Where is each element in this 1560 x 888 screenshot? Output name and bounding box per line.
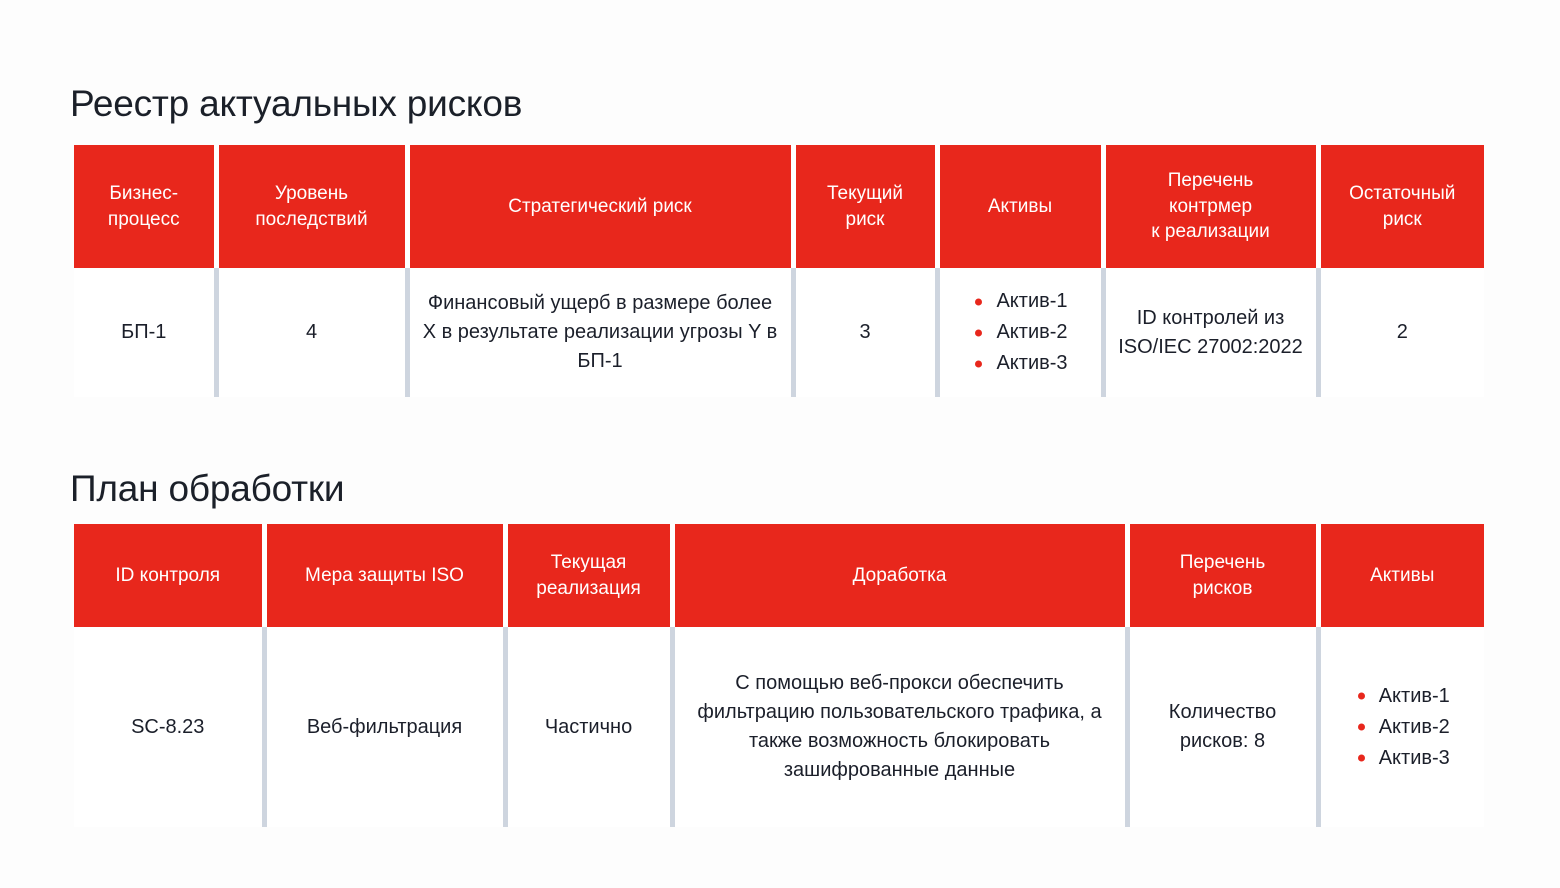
- list-item: [972, 348, 1067, 379]
- bullet-dot-icon: [1358, 724, 1365, 731]
- list-item: [1355, 743, 1450, 774]
- cell-improvement: [672, 627, 1127, 827]
- list-item: [1355, 681, 1450, 712]
- list-item-label: Актив-2: [996, 321, 1068, 343]
- bullet-dot-icon: [1358, 693, 1365, 700]
- asset-list: [972, 286, 1067, 379]
- page-title-risk-register: Реестр актуальных рисков: [70, 82, 523, 124]
- table-row: [74, 627, 1484, 827]
- column-header-control-id: ID контроля: [74, 524, 264, 627]
- list-item: [972, 286, 1067, 317]
- cell-iso-measure: [264, 627, 505, 827]
- impact-level-value: 4: [305, 321, 318, 343]
- current-implementation-value: Частично: [544, 715, 633, 738]
- cell-assets: [937, 268, 1103, 397]
- list-item: [1355, 712, 1450, 743]
- list-item: [972, 317, 1067, 348]
- list-item-label: Актив-3: [996, 352, 1068, 374]
- column-header-strategic-risk: Стратегический риск: [407, 145, 793, 268]
- risk-register-table: [74, 145, 1484, 397]
- cell-impact-level: [216, 268, 407, 397]
- list-item-label: Актив-3: [1378, 746, 1450, 769]
- column-header-assets: Активы: [1318, 524, 1484, 627]
- iso-measure-value: Веб-фильтрация: [306, 715, 463, 738]
- treatment-plan-table: [74, 524, 1484, 827]
- bullet-dot-icon: [975, 329, 982, 336]
- column-header-improvement: Доработка: [672, 524, 1127, 627]
- cell-countermeasures: [1103, 268, 1318, 397]
- column-header-impact-level: Уровень последствий: [216, 145, 407, 268]
- column-header-current-risk: Текущий риск: [793, 145, 937, 268]
- risk-list-value: Количество рисков: 8: [1168, 701, 1277, 752]
- cell-control-id: [74, 627, 264, 827]
- control-id-value: SC-8.23: [131, 715, 205, 738]
- cell-current-implementation: [505, 627, 672, 827]
- column-header-risk-list: Перечень рисков: [1127, 524, 1318, 627]
- table-header-row: [74, 145, 1484, 268]
- bullet-dot-icon: [975, 298, 982, 305]
- countermeasures-value: ID контролей из ISO/IEC 27002:2022: [1118, 306, 1303, 358]
- cell-assets: [1318, 627, 1484, 827]
- column-header-business-process: Бизнес- процесс: [74, 145, 216, 268]
- bullet-dot-icon: [1358, 755, 1365, 762]
- strategic-risk-value: Финансовый ущерб в размере более X в результате реализации угрозы Y в БП-1: [422, 292, 778, 372]
- residual-risk-value: 2: [1396, 321, 1408, 343]
- bullet-dot-icon: [975, 360, 982, 367]
- column-header-assets: Активы: [937, 145, 1103, 268]
- column-header-countermeasures: Перечень контрмер к реализации: [1103, 145, 1318, 268]
- cell-strategic-risk: [407, 268, 793, 397]
- table-row: [74, 268, 1484, 397]
- list-item-label: Актив-1: [1378, 684, 1450, 707]
- business-process-value: БП-1: [121, 321, 167, 343]
- cell-risk-list: [1127, 627, 1318, 827]
- cell-current-risk: [793, 268, 937, 397]
- list-item-label: Актив-2: [1378, 715, 1450, 738]
- table-header-row: [74, 524, 1484, 627]
- page-title-treatment-plan: План обработки: [70, 467, 345, 509]
- column-header-current-implementation: Текущая реализация: [505, 524, 672, 627]
- column-header-residual-risk: Остаточный риск: [1318, 145, 1484, 268]
- improvement-value: С помощью веб-прокси обеспечить фильтрацию пользовательского трафика, а также возможность блокировать зашифрованные данные: [697, 672, 1102, 781]
- current-risk-value: 3: [859, 321, 871, 343]
- list-item-label: Актив-1: [996, 290, 1068, 312]
- asset-list: [1355, 681, 1450, 774]
- cell-residual-risk: [1318, 268, 1484, 397]
- cell-business-process: [74, 268, 216, 397]
- column-header-iso-measure: Мера защиты ISO: [264, 524, 505, 627]
